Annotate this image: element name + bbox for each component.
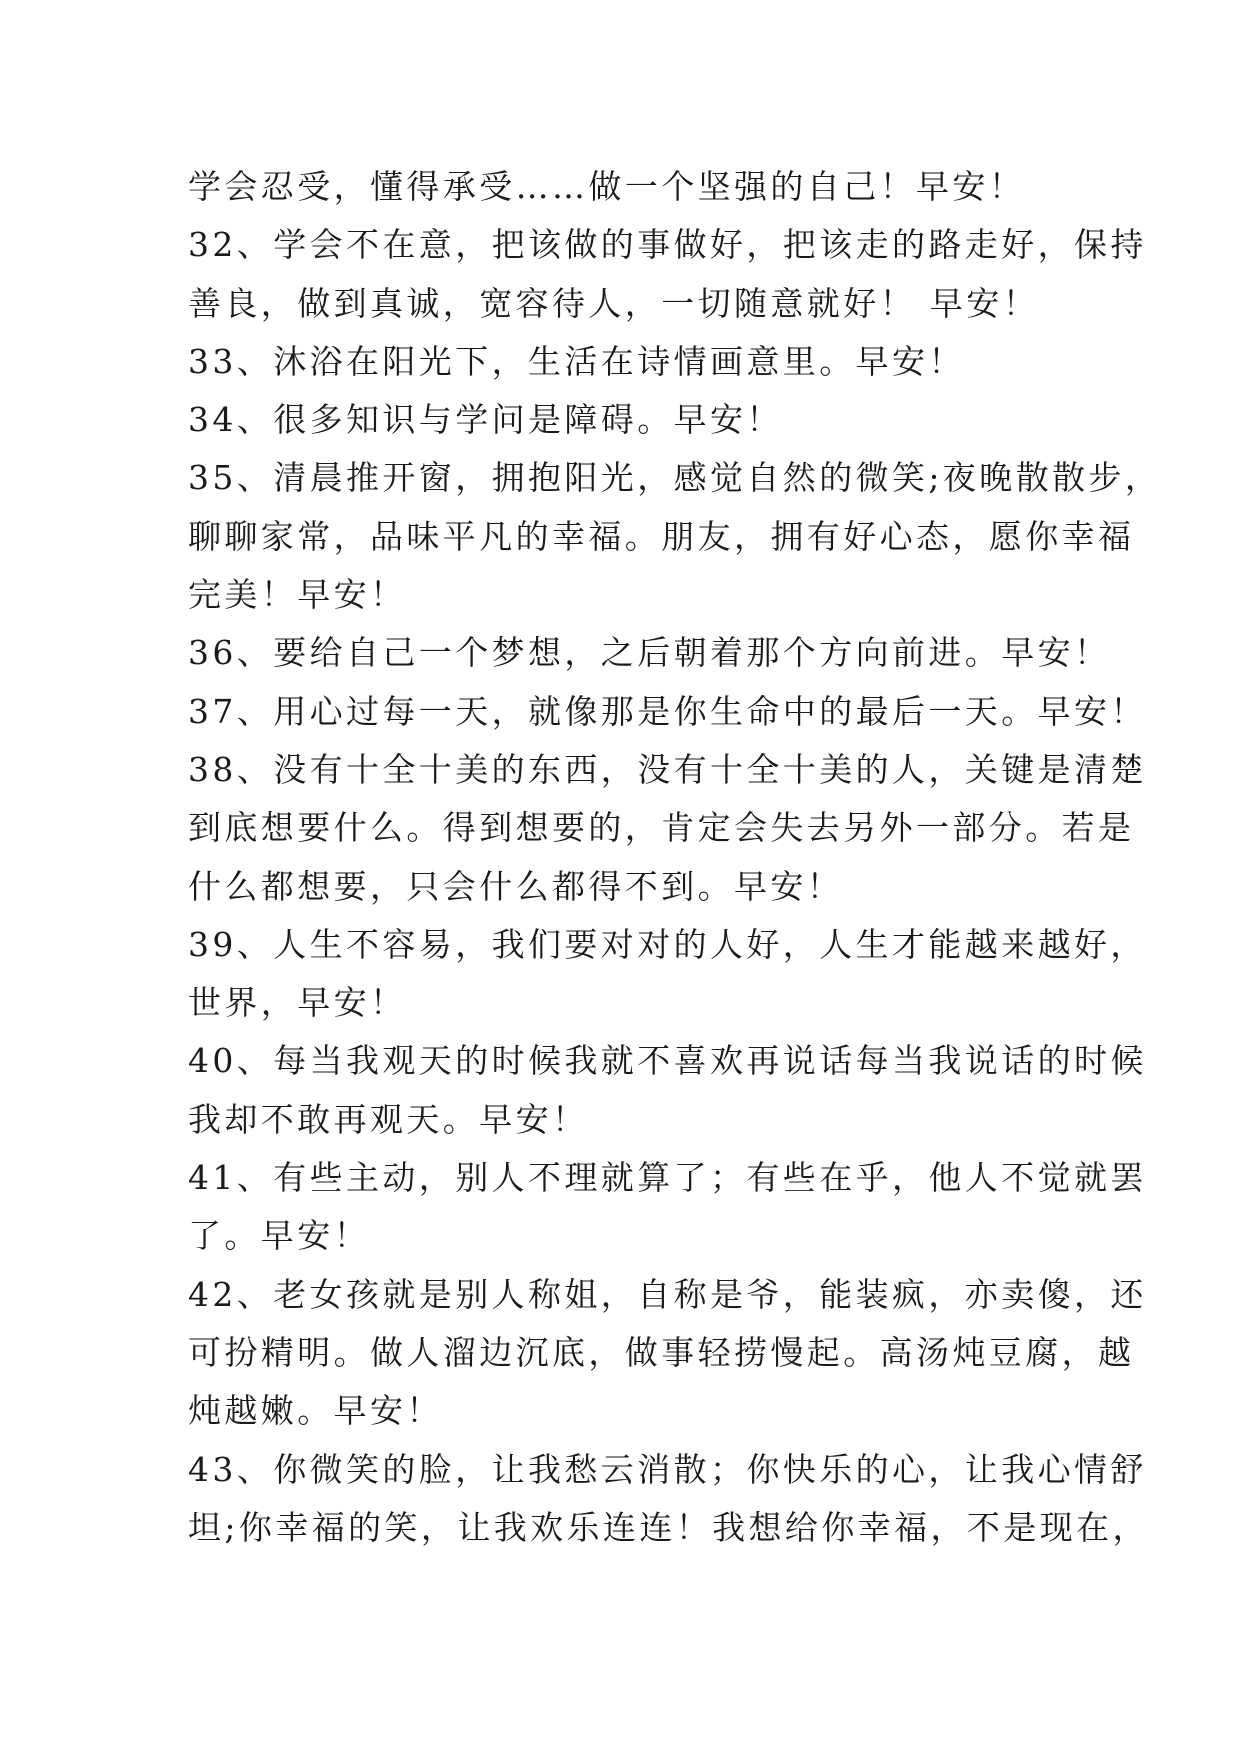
text-line: 42、老女孩就是别人称姐，自称是爷，能装疯，亦卖傻，还 [188,1274,1147,1314]
text-line: 什么都想要，只会什么都得不到。早安！ [188,866,844,906]
text-line: 可扮精明。做人溜边沉底，做事轻捞慢起。高汤炖豆腐，越 [188,1332,1135,1372]
text-line: 43、你微笑的脸，让我愁云消散；你快乐的心，让我心情舒 [188,1449,1147,1489]
text-line: 39、人生不容易，我们要对对的人好，人生才能越来越好， [188,924,1147,964]
text-line: 34、很多知识与学问是障碍。早安！ [188,400,783,440]
document-body [188,158,1162,1557]
text-line: 完美！早安！ [188,575,407,615]
text-line: 32、学会不在意，把该做的事做好，把该走的路走好，保持 [188,225,1147,265]
text-line: 了。早安！ [188,1216,370,1256]
text-line: 世界，早安！ [188,983,407,1023]
text-line: 35、清晨推开窗，拥抱阳光，感觉自然的微笑;夜晚散散步， [188,458,1162,498]
text-line: 33、沐浴在阳光下，生活在诗情画意里。早安！ [188,341,965,381]
text-line: 炖越嫩。早安！ [188,1391,443,1431]
text-line: 41、有些主动，别人不理就算了；有些在乎，他人不觉就罢 [188,1158,1147,1198]
text-line: 40、每当我观天的时候我就不喜欢再说话每当我说话的时候 [188,1041,1147,1081]
text-line: 37、用心过每一天，就像那是你生命中的最后一天。早安！ [188,691,1147,731]
text-line: 38、没有十全十美的东西，没有十全十美的人，关键是清楚 [188,749,1147,789]
text-line: 学会忍受，懂得承受……做一个坚强的自己！早安！ [188,167,1026,206]
text-line: 我却不敢再观天。早安！ [188,1099,589,1139]
text-line: 聊聊家常，品味平凡的幸福。朋友，拥有好心态，愿你幸福 [188,516,1135,556]
text-line: 36、要给自己一个梦想，之后朝着那个方向前进。早安！ [188,633,1111,673]
text-line: 到底想要什么。得到想要的，肯定会失去另外一部分。若是 [188,808,1135,848]
text-line: 善良，做到真诚，宽容待人，一切随意就好！ 早安！ [188,283,1040,323]
text-line: 坦;你幸福的笑，让我欢乐连连！我想给你幸福，不是现在， [188,1507,1149,1547]
